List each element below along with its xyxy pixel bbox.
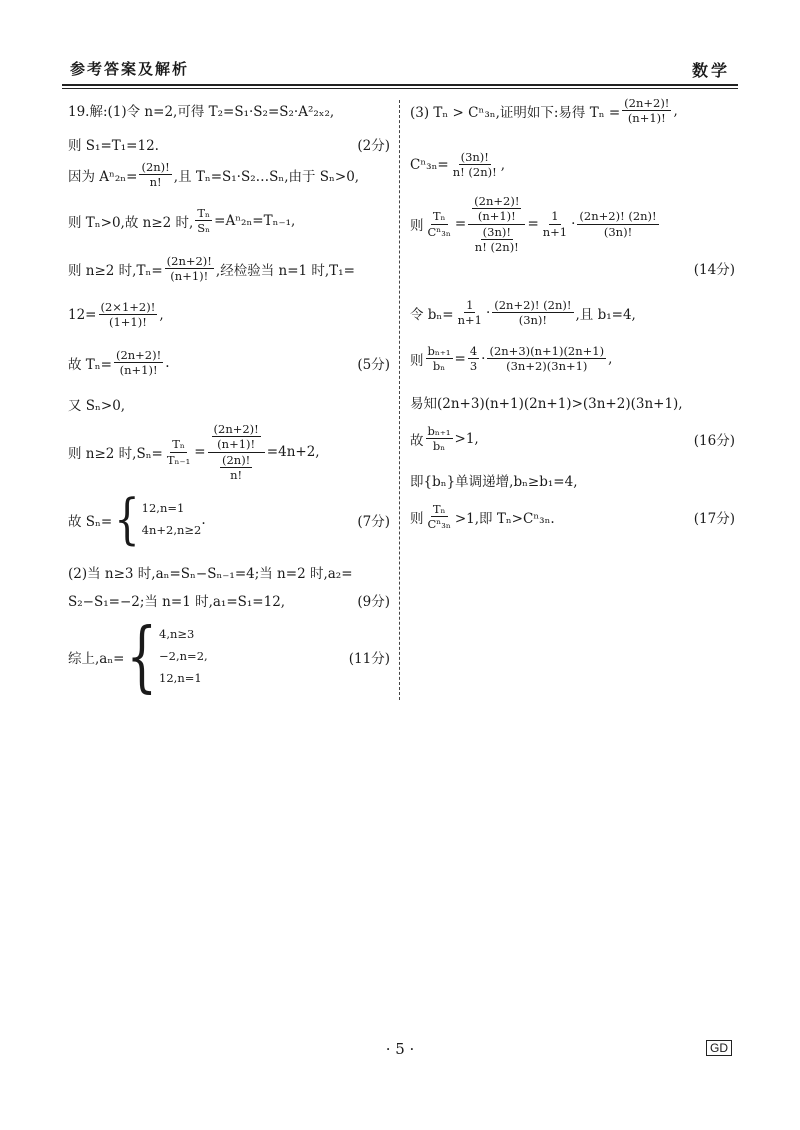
case: 12,n=1 [141, 501, 185, 515]
text: 则 [410, 352, 424, 369]
left-line-6 [68, 300, 164, 330]
numerator: (2n+2)! [474, 194, 520, 208]
left-line-2 [68, 134, 390, 154]
numerator: 1 [551, 209, 559, 224]
fraction [426, 502, 453, 532]
text: 综上,aₙ= [68, 650, 125, 667]
numerator: 1 [466, 298, 474, 312]
nested-fraction [208, 422, 265, 483]
denominator: (n+1)! [477, 209, 516, 224]
case: −2,n=2, [159, 648, 208, 663]
denominator: Sₙ [197, 221, 211, 236]
text: = [527, 216, 539, 233]
score-points: (11分) [348, 650, 390, 667]
fraction [139, 160, 171, 190]
cases [159, 624, 208, 690]
left-line-8 [68, 394, 125, 414]
text: 19.解:(1)令 n=2,可得 T₂=S₁·S₂=S₂·A²₂ₓ₂, [68, 104, 335, 120]
numerator: (2n)! [221, 452, 251, 467]
right-line-9 [410, 502, 735, 532]
numerator: (2n+2)! [166, 254, 212, 268]
text: 则 [410, 510, 424, 527]
left-line-9 [68, 422, 320, 483]
text: , [159, 306, 164, 323]
left-line-10 [68, 488, 390, 551]
fraction [165, 254, 214, 284]
right-line-8 [410, 470, 578, 490]
text: 12= [68, 306, 97, 323]
denominator: (3n)! [603, 224, 633, 239]
text: Cⁿ₃ₙ= [410, 156, 449, 173]
cases [142, 498, 202, 542]
text: · [571, 216, 576, 233]
numerator: (2n+2)! (2n)! [494, 298, 572, 312]
piecewise [125, 611, 208, 702]
denominator: n! (2n)! [474, 240, 519, 255]
text: 故 [410, 432, 424, 449]
text: 则 [410, 218, 424, 235]
denominator [216, 453, 256, 483]
column-divider [399, 100, 400, 700]
left-line-4 [68, 206, 295, 236]
denominator: n! (2n)! [452, 165, 497, 180]
text: 令 bₙ= [410, 306, 454, 323]
left-line-12 [68, 590, 390, 610]
fraction [220, 453, 252, 483]
page-number: · 5 · [385, 1040, 415, 1058]
score-points: (17分) [693, 510, 735, 527]
denominator: (3n+2)(3n+1) [506, 359, 588, 374]
denominator: Cⁿ₃ₙ [427, 517, 451, 532]
denominator: n! [230, 468, 243, 483]
left-line-7 [68, 348, 390, 378]
piecewise [112, 488, 202, 551]
fraction [577, 209, 658, 239]
denominator: bₙ [432, 359, 446, 374]
text: ,且 Tₙ=S₁·S₂…Sₙ,由于 Sₙ>0, [173, 168, 360, 185]
numerator: (3n)! [482, 224, 511, 239]
header-rule-thin [62, 88, 738, 89]
denominator: 3 [469, 359, 478, 374]
numerator: (2n+2)! [624, 96, 670, 110]
case: 12,n=1 [159, 670, 202, 685]
text: =Aⁿ₂ₙ=Tₙ₋₁, [214, 212, 296, 229]
numerator: Tₙ [432, 209, 446, 224]
text: 则 n≥2 时,Sₙ= [68, 446, 163, 463]
numerator: (2×1+2)! [100, 300, 156, 314]
fraction [99, 300, 158, 330]
text: = [194, 444, 206, 461]
text: 则 n≥2 时,Tₙ= [68, 262, 163, 279]
denominator: (n+1)! [217, 437, 256, 452]
right-line-1 [410, 96, 678, 126]
nested-fraction [468, 194, 525, 255]
denominator: n+1 [542, 224, 568, 239]
numerator: bₙ₊₁ [427, 344, 451, 358]
text: = [454, 216, 467, 233]
score-points: (7分) [357, 513, 390, 530]
text: 因为 Aⁿ₂ₙ= [68, 168, 138, 185]
denominator: (n+1)! [627, 111, 666, 126]
fraction [468, 344, 479, 374]
header-title: 参考答案及解析 [70, 60, 190, 78]
text: >1, [454, 430, 479, 447]
denominator: Tₙ₋₁ [166, 452, 191, 467]
score-points: (5分) [357, 356, 390, 373]
denominator: (n+1)! [170, 269, 209, 284]
numerator: (2n+2)! [115, 348, 162, 362]
fraction [165, 437, 192, 467]
case: 4,n≥3 [159, 627, 195, 641]
text: >1,即 Tₙ>Cⁿ₃ₙ. [454, 510, 555, 527]
header-rule [62, 84, 738, 86]
denominator: (3n)! [518, 313, 548, 328]
brace: { [114, 488, 140, 551]
denominator: n+1 [457, 313, 482, 328]
fraction [426, 344, 453, 374]
numerator: Tₙ [432, 502, 446, 516]
text: , [500, 156, 506, 173]
text: 故 Tₙ= [68, 356, 112, 373]
left-line-1 [68, 100, 334, 120]
fraction [472, 194, 521, 224]
left-line-5 [68, 254, 355, 284]
denominator: (1+1)! [108, 315, 147, 330]
text: 易知(2n+3)(n+1)(2n+1)>(3n+2)(3n+1), [410, 396, 683, 412]
text: 则 S₁=T₁=12. [68, 138, 159, 154]
numerator: Tₙ [172, 437, 185, 452]
score-points: (2分) [357, 138, 390, 154]
brace: { [126, 611, 158, 702]
text: 则 Tₙ>0,故 n≥2 时, [68, 214, 194, 231]
numerator: (3n)! [460, 150, 489, 164]
text: ,经检验当 n=1 时,T₁= [215, 262, 355, 279]
text: = [454, 350, 466, 367]
text: 即{bₙ}单调递增,bₙ≥b₁=4, [410, 474, 578, 490]
right-line-2 [410, 150, 505, 180]
numerator: (2n+2)! (2n)! [579, 209, 657, 224]
score-points: (9分) [357, 594, 390, 610]
fraction [492, 298, 573, 328]
text: . [201, 511, 206, 528]
numerator: 4 [469, 344, 478, 358]
denominator [469, 225, 525, 255]
numerator: Tₙ [197, 206, 211, 220]
edition-code-badge: GD [706, 1040, 732, 1056]
text: (3) Tₙ > Cⁿ₃ₙ,证明如下:易得 Tₙ = [410, 104, 621, 121]
right-line-4 [410, 298, 636, 328]
numerator: (2n)! [141, 160, 170, 174]
fraction [451, 150, 499, 180]
fraction [541, 209, 569, 239]
numerator [208, 422, 265, 453]
right-line-5 [410, 344, 612, 374]
right-line-7 [410, 424, 735, 454]
fraction [456, 298, 484, 328]
fraction [426, 424, 453, 454]
right-line-3 [410, 194, 661, 255]
text: 又 Sₙ>0, [68, 398, 126, 414]
numerator: (2n+3)(n+1)(2n+1) [489, 344, 605, 358]
right-line-6 [410, 392, 683, 412]
fraction [212, 422, 261, 452]
text: S₂−S₁=−2;当 n=1 时,a₁=S₁=12, [68, 594, 286, 610]
fraction [622, 96, 671, 126]
text: ,且 b₁=4, [575, 306, 636, 323]
case: 4n+2,n≥2 [141, 522, 202, 537]
text: (2)当 n≥3 时,aₙ=Sₙ−Sₙ₋₁=4;当 n=2 时,a₂= [68, 566, 353, 582]
text: · [481, 350, 486, 367]
text: . [165, 354, 170, 371]
text: , [608, 350, 613, 367]
denominator: (n+1)! [119, 363, 158, 378]
fraction [195, 206, 212, 236]
numerator [468, 194, 525, 225]
header-subject: 数学 [691, 61, 730, 80]
text: · [485, 304, 491, 321]
page-header [0, 0, 800, 90]
left-line-3 [68, 160, 359, 190]
denominator: bₙ [432, 439, 446, 454]
numerator: (2n+2)! [213, 422, 259, 436]
left-line-13 [68, 611, 390, 702]
score-points: (14分) [693, 262, 735, 278]
score-points: (16分) [693, 432, 735, 449]
denominator: n! [149, 175, 162, 190]
fraction [473, 225, 521, 255]
text: , [673, 102, 678, 119]
text: 故 Sₙ= [68, 513, 113, 530]
left-line-11 [68, 562, 353, 582]
text: =4n+2, [266, 444, 320, 461]
fraction [426, 209, 453, 239]
fraction [487, 344, 606, 374]
denominator: Cⁿ₃ₙ [427, 224, 451, 239]
numerator: bₙ₊₁ [427, 424, 451, 438]
fraction [114, 348, 163, 378]
